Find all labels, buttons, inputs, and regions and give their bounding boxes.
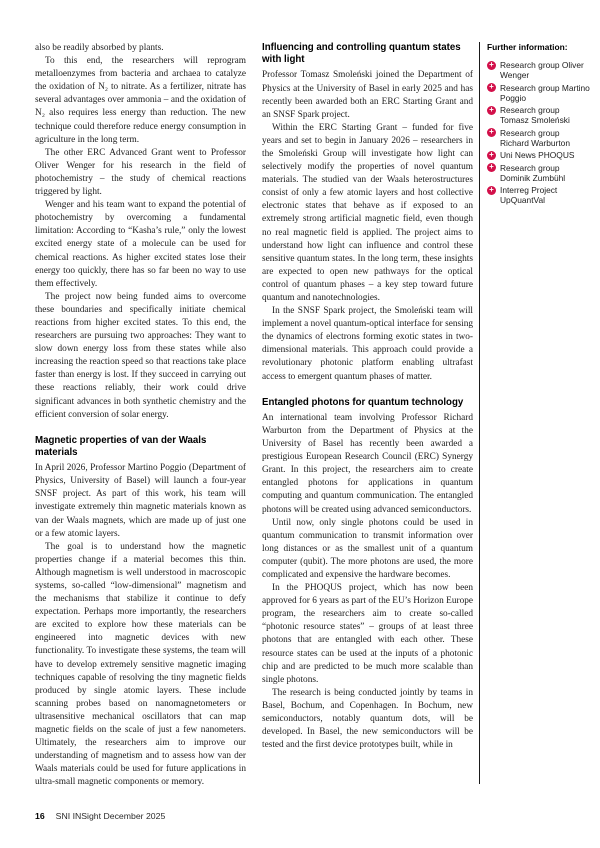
sidebar-link-research-group-oliver-wenger[interactable]	[487, 60, 591, 80]
sidebar-link-label: Research group Oliver Wenger	[500, 60, 584, 80]
plus-circle-icon: +	[487, 151, 496, 160]
sidebar-link-label: Interreg Project UpQuantVal	[500, 185, 558, 205]
paragraph: Until now, only single photons could be used in quantum communication to transmit information over long distances or as the smallest unit of a quantum computer (qubit). The more photons are used, the more complicated and expensive the hardware becomes.	[262, 517, 473, 580]
sidebar-link-label: Research group Richard Warburton	[500, 127, 570, 148]
plus-circle-icon: +	[487, 186, 496, 195]
sidebar-link-research-group-dominik-zumbuehl[interactable]	[487, 163, 591, 183]
page-number: 16	[35, 811, 45, 821]
paragraph: To this end, the researchers will reprogram metalloenzymes from bacteria and archaea to catalyze the oxidation of N₂ to nitrate. As a fertilizer, nitrate has several advantages over ammonia – and the oxidation of N₂ also requires less energy than reduction. The new technique could therefore reduce energy consumption in agriculture in the long term.	[35, 56, 246, 145]
paragraph: Wenger and his team want to expand the potential of photochemistry by overcoming a fundamental limitation: According to “Kasha’s rule,” only the lowest excited energy state of a molecule can be used for chemical reactions. As higher excited states lose their energy too quickly, there has so far been no way to use them effectively.	[35, 200, 246, 289]
sidebar-link-label: Uni News PHOQUS	[500, 150, 575, 160]
sidebar-link-interreg-project-upquantval[interactable]	[487, 185, 591, 205]
paragraph: In April 2026, Professor Martino Poggio (Department of Physics, University of Basel) will launch a four-year SNSF project. As part of this work, his team will investigate extremely thin magnetic materials known as van der Waals magnets, which are made up of just one or a few atomic layers.	[35, 463, 246, 539]
plus-circle-icon: +	[487, 61, 496, 70]
page-footer	[35, 811, 165, 821]
sidebar-link-research-group-richard-warburton[interactable]	[487, 128, 591, 148]
paragraph: The research is being conducted jointly by teams in Basel, Bochum, and Copenhagen. In Bochum, new semiconductors, notably quantum dots, will be developed. In Basel, the new semiconductors will be tested and the first device prototypes built, while in	[262, 687, 473, 751]
middle-column	[262, 42, 473, 752]
paragraph: The project now being funded aims to overcome these boundaries and specifically initiate chemical reactions from higher excited states. To this end, the researchers are pursuing two approaches: They want to slow down energy loss from these states while also increasing the reaction speed so that reactions take place faster than energy is lost. If they succeed in carrying out these reactions reliably, their work could drive significant advances in both synthetic chemistry and the efficient conversion of solar energy.	[35, 291, 246, 420]
column-divider	[479, 42, 480, 784]
sidebar-link-uni-news-phoqus[interactable]	[487, 150, 591, 160]
section-heading-entangled-photons: Entangled photons for quantum technology	[262, 396, 464, 408]
paragraph: The other ERC Advanced Grant went to Professor Oliver Wenger for his research in the field of photochemistry – the study of chemical reactions triggered by light.	[35, 147, 246, 198]
paragraph: The goal is to understand how the magnetic properties change if a material becomes this thin. Although magnetism is well understood in macroscopic systems, so-called “low-dimensional” magnetism and the mechanisms that stabilize it continue to defy expectation. Perhaps more importantly, the researchers are excited to explore how these materials can be engineered into magnetic devices with new functionality. To investigate these systems, the team will have to develop extremely sensitive magnetic imaging techniques capable of resolving the tiny magnetic fields produced by single atomic layers. These include scanning probes based on nanomagnetometers or ultrasensitive mechanical oscillators that can map magnetic fields on the scale of just a few nanometers. Ultimately, the researchers aim to improve our understanding of magnetism and to assess how van der Waals materials could be used for future applications in ultra-small magnetic components or memory.	[35, 541, 246, 788]
plus-circle-icon: +	[487, 163, 496, 172]
plus-circle-icon: +	[487, 83, 496, 92]
paragraph: In the PHOQUS project, which has now been approved for 6 years as part of the EU’s Horizon Europe program, the researchers aim to create so-called “photonic resource states” – groups of at least three photons that are entangled with each other. These resource states can be used at the inputs of a photonic chip and are predicted to be much more scalable than single photons.	[262, 583, 473, 685]
paragraph: also be readily absorbed by plants.	[35, 43, 164, 53]
publication-title: SNI INSight December 2025	[55, 811, 166, 821]
sidebar-heading: Further information:	[487, 42, 568, 52]
paragraph: In the SNSF Spark project, the Smoleński team will implement a novel quantum-optical interface for sensing the dynamics of electrons forming exotic states in two-dimensional materials. This approach could provide a revolutionary photonic platform enabling ultrafast access to emergent quantum phases of matter.	[262, 306, 473, 382]
sidebar-link-research-group-tomasz-smolenski[interactable]	[487, 105, 591, 125]
sidebar-link-research-group-martino-poggio[interactable]	[487, 83, 591, 103]
sidebar-link-label: Research group Dominik Zumbühl	[500, 162, 566, 183]
plus-circle-icon: +	[487, 106, 496, 115]
further-information-sidebar	[487, 42, 591, 208]
left-column	[35, 42, 246, 789]
section-heading-magnetic-properties: Magnetic properties of van der Waals materials	[35, 434, 207, 458]
sidebar-link-label: Research group Tomasz Smoleński	[500, 105, 570, 125]
paragraph: Within the ERC Starting Grant – funded for five years and set to begin in January 2026 – researchers in the Smoleński Group will investigate how light can selectively modify the properties of novel quantum materials. The studied van der Waals heterostructures consist of only a few atomic layers and host collective electronic states that behave as if exposed to an extremely strong artificial magnetic field, even though no real magnetic field is applied. The project aims to understand how light can influence and control these sensitive quantum states. In the long term, these insights are expected to open new pathways for the optical control of quantum phases – a key step toward future quantum and nanotechnologies.	[262, 122, 473, 303]
sidebar-link-label: Research group Martino Poggio	[500, 82, 590, 103]
section-heading-quantum-states: Influencing and controlling quantum states with light	[262, 42, 461, 66]
paragraph: An international team involving Professor Richard Warburton from the Department of Physics at the University of Basel has recently been awarded a prestigious European Research Council (ERC) Synergy Grant. In this project, the researchers aim to create entangled photons for applications in quantum computing and quantum communication. The entangled photons will be created using advanced semiconductors.	[262, 412, 473, 515]
paragraph: Professor Tomasz Smoleński joined the Department of Physics at the University of Basel in early 2025 and has recently been awarded both an ERC Starting Grant and an SNSF Spark project.	[262, 70, 473, 120]
plus-circle-icon: +	[487, 128, 496, 137]
